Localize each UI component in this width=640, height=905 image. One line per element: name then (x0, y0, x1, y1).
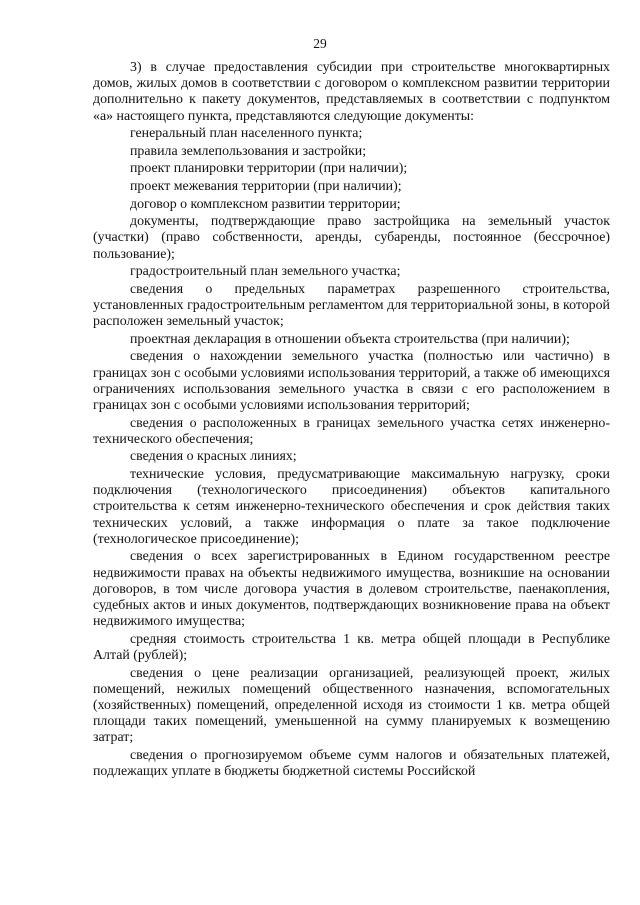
paragraph: проект межевания территории (при наличии); (130, 178, 402, 194)
paragraph: сведения о всех зарегистрированных в Едином государственном реестре недвижимости правах на объекты недвижимого имущества, возникшие на основании договоров, в том числе договора участия в долевом строительстве, паенакопления, судебных актов и иных документов, подтверждающих возникновение права на объект недвижимого имущества; (93, 549, 610, 630)
paragraph: правила землепользования и застройки; (130, 143, 367, 159)
paragraph: сведения о предельных параметрах разрешенного строительства, установленных градостроительным регламентом для территориальной зоны, в которой расположен земельный участок; (93, 281, 610, 330)
paragraph: генеральный план населенного пункта; (130, 126, 363, 142)
paragraph: документы, подтверждающие право застройщика на земельный участок (участки) (право собственности, аренды, субаренды, постоянное (бессрочное) пользование); (93, 214, 610, 262)
page-number: 29 (313, 36, 327, 51)
document-body (93, 60, 610, 782)
paragraph: градостроительный план земельного участка; (130, 264, 401, 280)
paragraph: технические условия, предусматривающие максимальную нагрузку, сроки подключения (технологического присоединения) объектов капитального строительства к сетям инженерно-технического обеспечения и срок действия таких технических условий, а также информация о плате за такое подключение (технологическое присоединение); (93, 466, 610, 547)
paragraph: средняя стоимость строительства 1 кв. метра общей площади в Республике Алтай (рублей); (93, 631, 610, 663)
paragraph: сведения о красных линиях; (130, 449, 297, 465)
paragraph: договор о комплексном развитии территории; (130, 196, 401, 212)
paragraph: сведения о нахождении земельного участка (полностью или частично) в границах зон с особыми условиями использования территорий, а также об имеющихся ограничениях использования земельного участка в связи с его расположением в границах зон с особыми условиями использования территорий; (93, 349, 610, 413)
paragraph: сведения о прогнозируемом объеме сумм налогов и обязательных платежей, подлежащих уплате в бюджеты бюджетной системы Российской (93, 747, 610, 780)
paragraph: сведения о цене реализации организацией, реализующей проект, жилых помещений, нежилых помещений общественного назначения, вспомогательных (хозяйственных) помещений, определенной исходя из стоимости 1 кв. метра общей площади таких помещений, уменьшенной на сумму планируемых к возмещению затрат; (93, 665, 610, 746)
paragraph: сведения о расположенных в границах земельного участка сетях инженерно-технического обеспечения; (93, 415, 610, 447)
paragraph: 3) в случае предоставления субсидии при строительстве многоквартирных домов, жилых домов в соответствии с договором о комплексном развитии территории дополнительно к пакету документов, представляемых в соответствии с подпунктом «а» настоящего пункта, представляются следующие документы: (93, 60, 610, 124)
paragraph: проектная декларация в отношении объекта строительства (при наличии); (130, 331, 570, 347)
paragraph: проект планировки территории (при наличии); (130, 161, 408, 177)
